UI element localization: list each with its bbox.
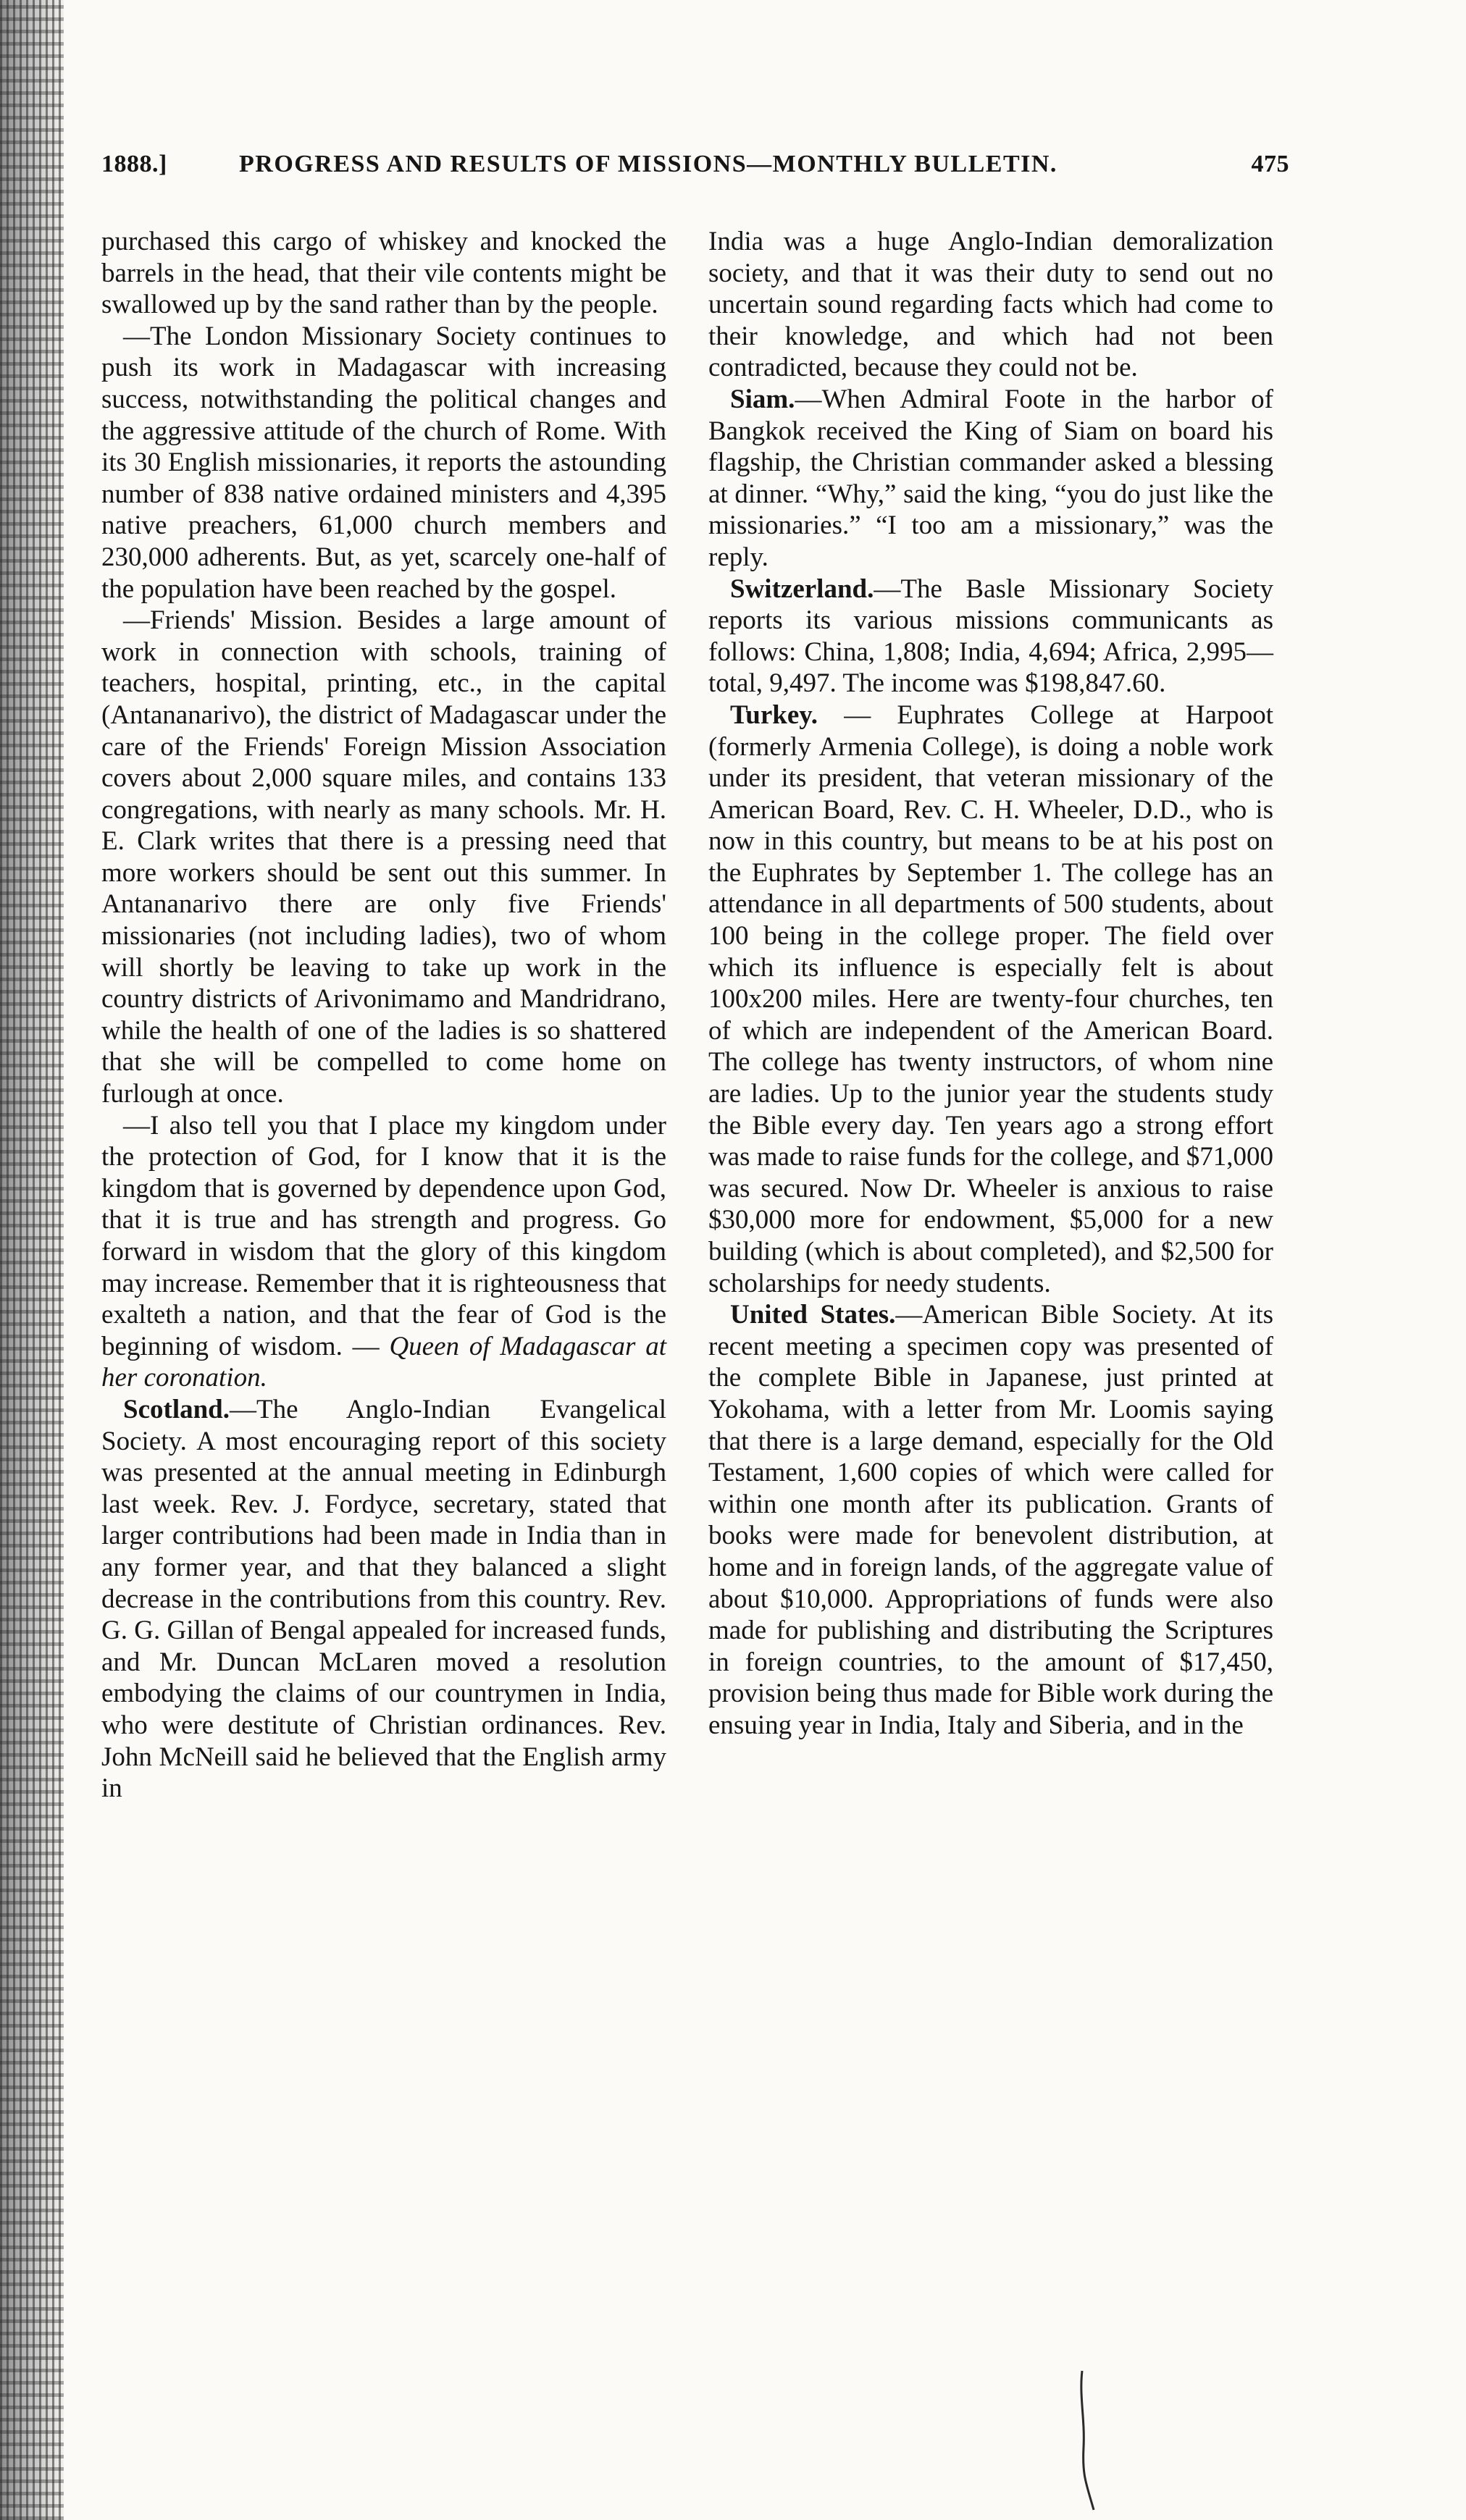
siam-text: —When Admiral Foote in the harbor of Bangkok received the King of Siam on board his flagship, the Christian commander asked a blessing at dinner. “Why,” said the king, “you do just like the missionaries.” “I too am a missionary,” was the reply. <box>708 384 1273 572</box>
paragraph-switzerland <box>708 574 1273 700</box>
paragraph-london-missionary-society: —The London Missionary Society continues to push its work in Madagascar with increasing success, notwithstanding the political changes and the aggressive attitude of the church of Rome. With its 30 English missionaries, it reports the astounding number of 838 native ordained ministers and 4,395 native preachers, 61,000 church members and 230,000 adherents. But, as yet, scarcely one-half of the population have been reached by the gospel. <box>101 321 666 604</box>
section-heading-siam: Siam. <box>730 384 795 414</box>
paragraph-queen-quote <box>101 1110 666 1394</box>
queen-quote-signature: Queen of Madagascar at her coronation. <box>101 1331 667 1393</box>
section-heading-turkey: Turkey. <box>730 700 818 730</box>
switzerland-text: —The Basle Missionary Society reports its various missions communicants as follows: China, 1,808; India, 4,694; Africa, 2,995—total, 9,497. The income was $198,847.60. <box>708 574 1273 699</box>
scanned-page-edge <box>0 0 64 2520</box>
paragraph-anglo-indian-continued: India was a huge Anglo-Indian demoralization society, and that it was their duty to send out no uncertain sound regarding facts which had come to their knowledge, and which had not been contradicted, because they could not be. <box>708 227 1273 383</box>
paragraph-whiskey: purchased this cargo of whiskey and knocked the barrels in the head, that their vile contents might be swallowed up by the sand rather than by the people. <box>101 227 666 320</box>
paragraph-siam <box>708 384 1273 574</box>
section-heading-scotland: Scotland. <box>123 1394 230 1424</box>
left-column <box>101 226 666 1805</box>
header-year: 1888.] <box>101 151 167 177</box>
running-head <box>101 151 1289 194</box>
right-column <box>708 226 1273 1742</box>
section-heading-switzerland: Switzerland. <box>730 574 874 604</box>
paragraph-turkey <box>708 700 1273 1299</box>
page-number: 475 <box>1251 151 1289 177</box>
pencil-mark <box>1076 2368 1098 2513</box>
queen-quote-text: —I also tell you that I place my kingdom under the protection of God, for I know that it is the kingdom that is governed by dependence upon God, that it is true and has strength and progress. Go forward in wisdom that the glory of this kingdom may increase. Remember that it is righteousness that exalteth a nation, and that the fear of God is the beginning of wisdom. — <box>101 1110 666 1361</box>
paragraph-scotland <box>101 1394 666 1805</box>
turkey-text: — Euphrates College at Harpoot (formerly Armenia College), is doing a noble work under its president, that veteran missionary of the American Board, Rev. C. H. Wheeler, D.D., who is now in this country, but means to be at his post on the Euphrates by September 1. The college has an attendance in all departments of 500 students, about 100 being in the college proper. The field over which its influence is especially felt is about 100x200 miles. Here are twenty-four churches, ten of which are independent of the American Board. The college has twenty instructors, of whom nine are ladies. Up to the junior year the students study the Bible every day. Ten years ago a strong effort was made to raise funds for the college, and $71,000 was secured. Now Dr. Wheeler is anxious to raise $30,000 more for endowment, $5,000 for a new building (which is about completed), and $2,500 for scholarships for needy students. <box>708 700 1273 1298</box>
united-states-text: —American Bible Society. At its recent meeting a specimen copy was presented of the complete Bible in Japanese, just printed at Yokohama, with a letter from Mr. Loomis saying that there is a large demand, especially for the Old Testament, 1,600 copies of which were called for within one month after its publication. Grants of books were made for benevolent distribution, at home and in foreign lands, of the aggregate value of about $10,000. Appropriations of funds were also made for publishing and distributing the Scriptures in foreign countries, to the amount of $17,450, provision being thus made for Bible work during the ensuing year in India, Italy and Siberia, and in the <box>708 1300 1273 1740</box>
scotland-text: —The Anglo-Indian Evangelical Society. A most encouraging report of this society was presented at the annual meeting in Edinburgh last week. Rev. J. Fordyce, secretary, stated that larger contributions had been made in India than in any former year, and that they balanced a slight decrease in the contributions from this country. Rev. G. G. Gillan of Bengal appealed for increased funds, and Mr. Duncan McLaren moved a resolution embodying the claims of our countrymen in India, who were destitute of Christian ordinances. Rev. John McNeill said he believed that the English army in <box>101 1394 666 1804</box>
paragraph-friends-mission: —Friends' Mission. Besides a large amount of work in connection with schools, training of teachers, hospital, printing, etc., in the capital (Antananarivo), the district of Madagascar under the care of the Friends' Foreign Mission Association covers about 2,000 square miles, and contains 133 congregations, with nearly as many schools. Mr. H. E. Clark writes that there is a pressing need that more workers should be sent out this summer. In Antananarivo there are only five Friends' missionaries (not including ladies), two of whom will shortly be leaving to take up work in the country districts of Arivonimamo and Mandridrano, while the health of one of the ladies is so shattered that she will be compelled to come home on furlough at once. <box>101 605 666 1109</box>
paragraph-united-states <box>708 1299 1273 1741</box>
header-title: PROGRESS AND RESULTS OF MISSIONS—MONTHLY BULLETIN. <box>239 151 1057 177</box>
section-heading-united-states: United States. <box>730 1300 896 1330</box>
